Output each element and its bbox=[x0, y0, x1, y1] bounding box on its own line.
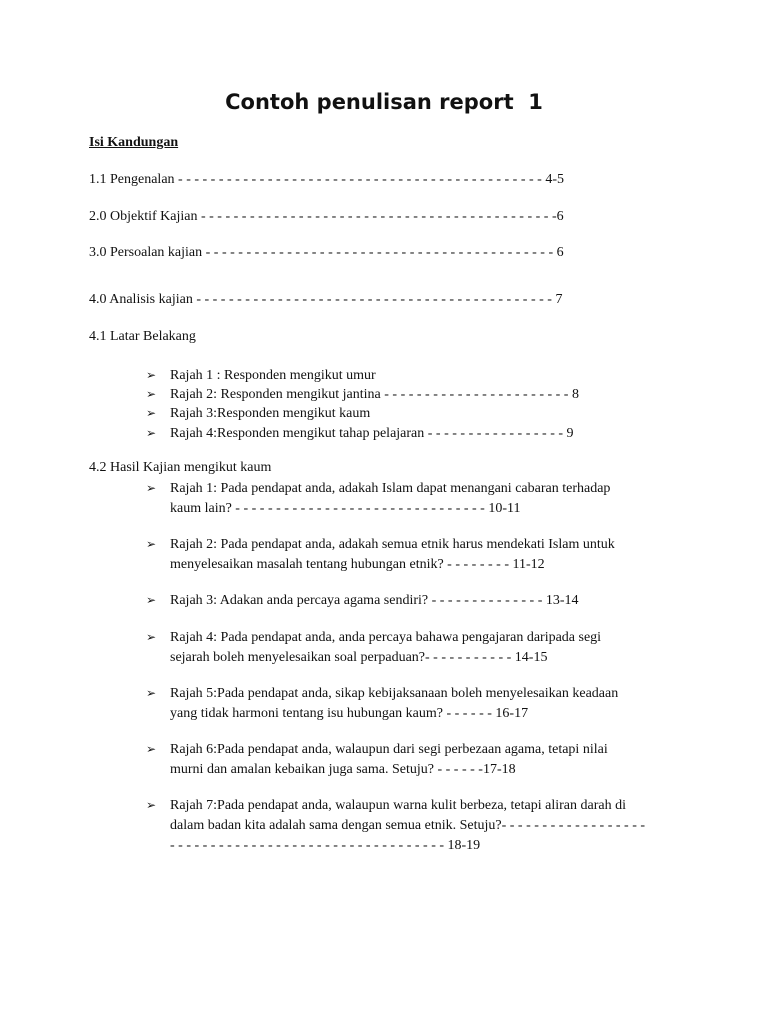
toc-line-pengenalan: 1.1 Pengenalan - - - - - - - - - - - - - - - - - - - - - - - - - - - - - - - - - - - - - - - - - - - - - 4-5 bbox=[89, 172, 564, 187]
arrow-bullet-icon: ➢ bbox=[146, 798, 157, 812]
list-item-text: Rajah 6:Pada pendapat anda, walaupun dari segi perbezaan agama, tetapi nilai bbox=[170, 742, 608, 757]
list-item-text: Rajah 5:Pada pendapat anda, sikap kebijaksanaan boleh menyelesaikan keadaan bbox=[170, 686, 619, 701]
list-item-text: Rajah 2: Responden mengikut jantina - - - - - - - - - - - - - - - - - - - - - - - 8 bbox=[170, 387, 579, 402]
arrow-bullet-icon: ➢ bbox=[146, 630, 157, 644]
list-item-text: Rajah 1: Pada pendapat anda, adakah Islam dapat menangani cabaran terhadap bbox=[170, 481, 611, 496]
arrow-bullet-icon: ➢ bbox=[146, 742, 157, 756]
list-item-text: murni dan amalan kebaikan juga sama. Setuju? - - - - - -17-18 bbox=[170, 762, 516, 777]
arrow-bullet-icon: ➢ bbox=[146, 686, 157, 700]
arrow-bullet-icon: ➢ bbox=[146, 406, 157, 420]
toc-heading: Isi Kandungan bbox=[89, 135, 179, 150]
toc-line-objektif: 2.0 Objektif Kajian - - - - - - - - - - - - - - - - - - - - - - - - - - - - - - - - - - - - - - - - - - - -6 bbox=[89, 209, 564, 224]
arrow-bullet-icon: ➢ bbox=[146, 387, 157, 401]
list-item-text: - - - - - - - - - - - - - - - - - - - - - - - - - - - - - - - - - - 18-19 bbox=[170, 838, 481, 853]
arrow-bullet-icon: ➢ bbox=[146, 481, 157, 495]
list-item-text: Rajah 3: Adakan anda percaya agama sendiri? - - - - - - - - - - - - - - 13-14 bbox=[170, 593, 579, 608]
list-item-text: menyelesaikan masalah tentang hubungan etnik? - - - - - - - - 11-12 bbox=[170, 557, 545, 572]
toc-line-latar-belakang: 4.1 Latar Belakang bbox=[89, 329, 196, 344]
list-item-text: sejarah boleh menyelesaikan soal perpaduan?- - - - - - - - - - - 14-15 bbox=[170, 650, 548, 665]
page-title: Contoh penulisan report 1 bbox=[225, 90, 543, 114]
arrow-bullet-icon: ➢ bbox=[146, 593, 157, 607]
list-item-text: dalam badan kita adalah sama dengan semua etnik. Setuju?- - - - - - - - - - - - - - - - - - bbox=[170, 818, 646, 833]
arrow-bullet-icon: ➢ bbox=[146, 426, 157, 440]
list-item-text: Rajah 2: Pada pendapat anda, adakah semua etnik harus mendekati Islam untuk bbox=[170, 537, 615, 552]
list-item-text: Rajah 3:Responden mengikut kaum bbox=[170, 406, 371, 421]
list-item-text: Rajah 1 : Responden mengikut umur bbox=[170, 368, 376, 383]
list-item-text: Rajah 4: Pada pendapat anda, anda percaya bahawa pengajaran daripada segi bbox=[170, 630, 602, 645]
section-heading-hasil-kajian: 4.2 Hasil Kajian mengikut kaum bbox=[89, 460, 272, 475]
toc-line-persoalan: 3.0 Persoalan kajian - - - - - - - - - - - - - - - - - - - - - - - - - - - - - - - - - - - - - - - - - - - 6 bbox=[89, 245, 564, 260]
list-item-text: Rajah 4:Responden mengikut tahap pelajaran - - - - - - - - - - - - - - - - - 9 bbox=[170, 426, 574, 441]
arrow-bullet-icon: ➢ bbox=[146, 537, 157, 551]
arrow-bullet-icon: ➢ bbox=[146, 368, 157, 382]
list-item-text: yang tidak harmoni tentang isu hubungan kaum? - - - - - - 16-17 bbox=[170, 706, 529, 721]
list-item-text: Rajah 7:Pada pendapat anda, walaupun warna kulit berbeza, tetapi aliran darah di bbox=[170, 798, 626, 813]
list-item-text: kaum lain? - - - - - - - - - - - - - - - - - - - - - - - - - - - - - - - 10-11 bbox=[170, 501, 521, 516]
toc-line-analisis: 4.0 Analisis kajian - - - - - - - - - - - - - - - - - - - - - - - - - - - - - - - - - - - - - - - - - - - - 7 bbox=[89, 292, 563, 307]
